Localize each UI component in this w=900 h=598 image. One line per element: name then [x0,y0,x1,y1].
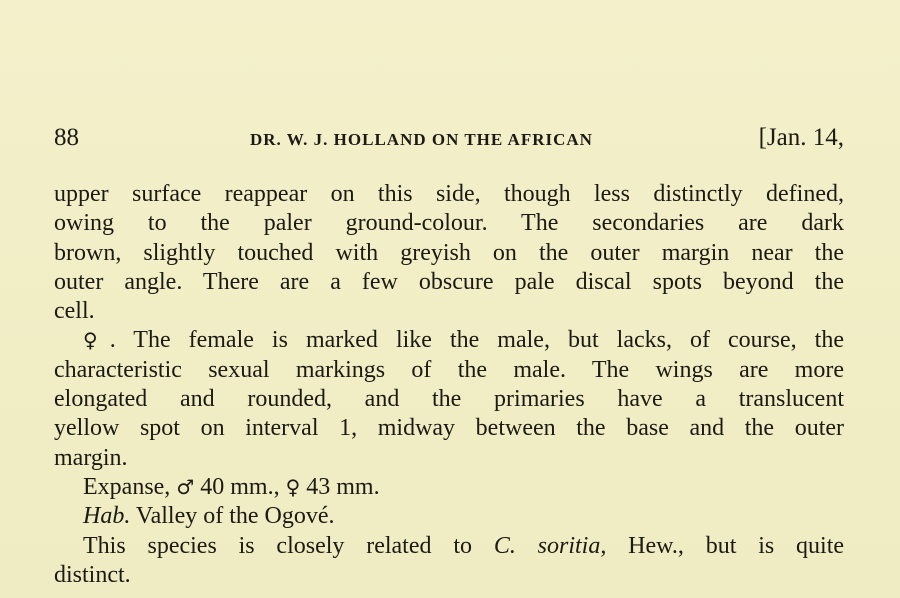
closing-prefix: This species is closely related to [83,532,472,559]
closing-suffix: Hew., but is quite [628,532,845,559]
habitat-label: Hab. [83,503,131,530]
text-line: margin. [54,444,128,471]
female-symbol: ♀ [83,328,110,353]
male-symbol: ♂ [176,474,195,499]
female-size: 43 mm. [306,473,380,500]
body-text [54,180,844,590]
running-title: DR. W. J. HOLLAND ON THE AFRICAN [250,130,593,149]
text-line: brown, slightly touched with greyish on the outer margin near the [54,239,844,266]
male-size: 40 mm., [200,473,280,500]
text-line: yellow spot on interval 1, midway between the base and the outer [54,415,844,442]
text-line: cell. [54,298,95,325]
habitat-line [54,502,844,531]
text-line: outer angle. There are a few obscure pale discal spots beyond the [54,268,844,295]
text-line: distinct. [54,561,131,588]
female-symbol: ♀ [285,474,301,499]
date-reference: [Jan. 14, [758,124,844,151]
female-description-first-line [54,326,844,355]
expanse-line [54,473,844,502]
expanse-label: Expanse, [83,473,171,500]
text-line: upper surface reappear on this side, though less distinctly defined, [54,181,844,207]
text-line: elongated and rounded, and the primaries have a translucent [54,386,844,413]
text-fragment: . The female is marked like the male, but lacks, of course, the [109,327,845,354]
page-header [54,124,844,160]
text-line: owing to the paler ground-colour. The secondaries are dark [54,210,844,237]
page-number: 88 [54,124,79,151]
habitat-value: Valley of the Ogové. [135,503,335,530]
text-line: characteristic sexual markings of the male. The wings are more [54,356,844,383]
closing-line [54,532,844,561]
taxon-name: C. soritia, [493,532,607,559]
